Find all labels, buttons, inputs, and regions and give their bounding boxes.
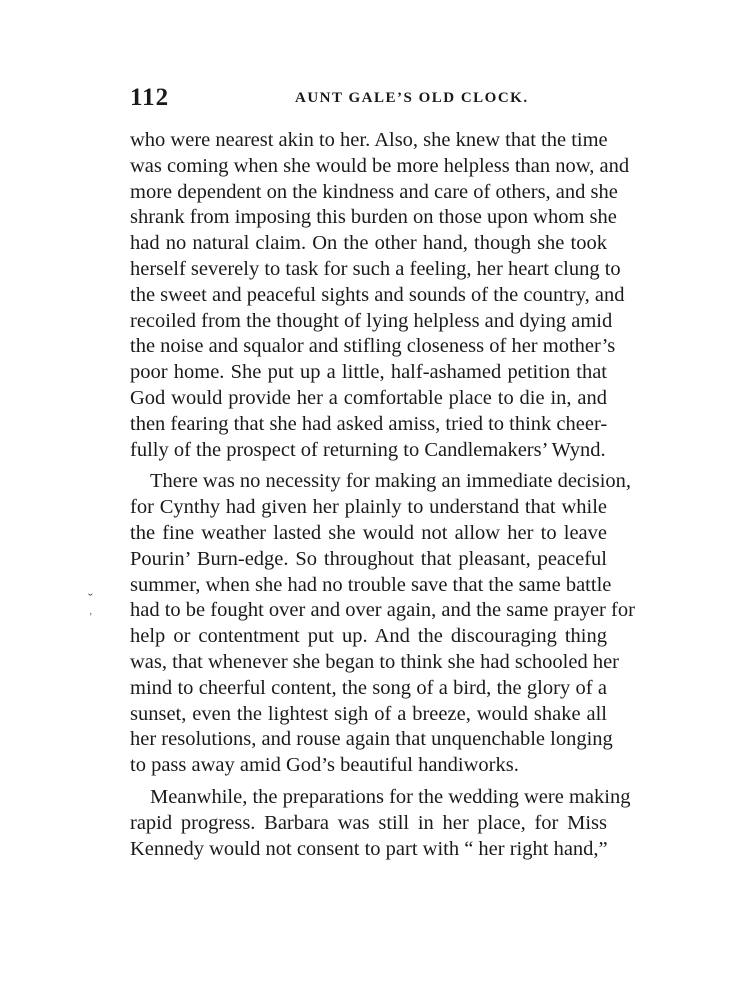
text-line: had no natural claim. On the other hand, though she took	[130, 232, 607, 255]
margin-ink-mark: ˇ	[88, 592, 93, 607]
text-line: who were nearest akin to her. Also, she knew that the time	[130, 129, 608, 151]
text-line: the fine weather lasted she would not allow her to leave	[130, 521, 607, 544]
text-line: was, that whenever she began to think she had schooled her	[130, 650, 620, 673]
text-line: her resolutions, and rouse again that unquenchable longing	[130, 728, 613, 751]
text-line: poor home. She put up a little, half-ashamed petition that	[130, 361, 607, 384]
text-line: help or contentment put up. And the discouraging thing	[130, 625, 607, 648]
text-line: mind to cheerful content, the song of a bird, the glory of a	[130, 676, 607, 699]
text-line: then fearing that she had asked amiss, tried to think cheer-	[130, 412, 608, 435]
text-line: Kennedy would not consent to part with “ her right hand,”	[130, 837, 608, 860]
text-line: summer, when she had no trouble save that the same battle	[130, 573, 612, 596]
paragraph-1	[130, 128, 630, 463]
text-line: shrank from imposing this burden on those upon whom she	[130, 206, 617, 229]
text-line: God would provide her a comfortable place to die in, and	[130, 386, 607, 409]
text-line: There was no necessity for making an immediate decision,	[150, 470, 632, 493]
text-line: more dependent on the kindness and care of others, and she	[130, 180, 618, 203]
text-line: Pourin’ Burn-edge. So throughout that pleasant, peaceful	[130, 547, 607, 570]
text-line: was coming when she would be more helpless than now, and	[130, 154, 630, 177]
text-line: for Cynthy had given her plainly to understand that while	[130, 496, 607, 519]
text-line: rapid progress. Barbara was still in her place, for Miss	[130, 811, 607, 834]
text-line: herself severely to task for such a feeling, her heart clung to	[130, 257, 621, 280]
margin-ink-dot: ’	[89, 612, 93, 623]
text-line: the noise and squalor and stifling closeness of her mother’s	[130, 335, 616, 358]
text-line: recoiled from the thought of lying helpless and dying amid	[130, 309, 613, 332]
text-line: Meanwhile, the preparations for the wedding were making	[150, 785, 631, 808]
text-line: sunset, even the lightest sigh of a breeze, would shake all	[130, 702, 607, 725]
page-number: 112	[130, 84, 170, 111]
text-line: had to be fought over and over again, and the same prayer for	[130, 599, 635, 622]
text-line: to pass away amid God’s beautiful handiworks.	[130, 754, 519, 777]
page-header	[130, 84, 605, 114]
paragraph-2	[130, 469, 635, 779]
text-line: fully of the prospect of returning to Candlemakers’ Wynd.	[130, 438, 606, 461]
text-line: the sweet and peaceful sights and sounds of the country, and	[130, 283, 625, 306]
running-title: AUNT GALE’S OLD CLOCK.	[295, 90, 529, 106]
paragraph-3	[130, 785, 631, 862]
body-text	[130, 128, 635, 868]
